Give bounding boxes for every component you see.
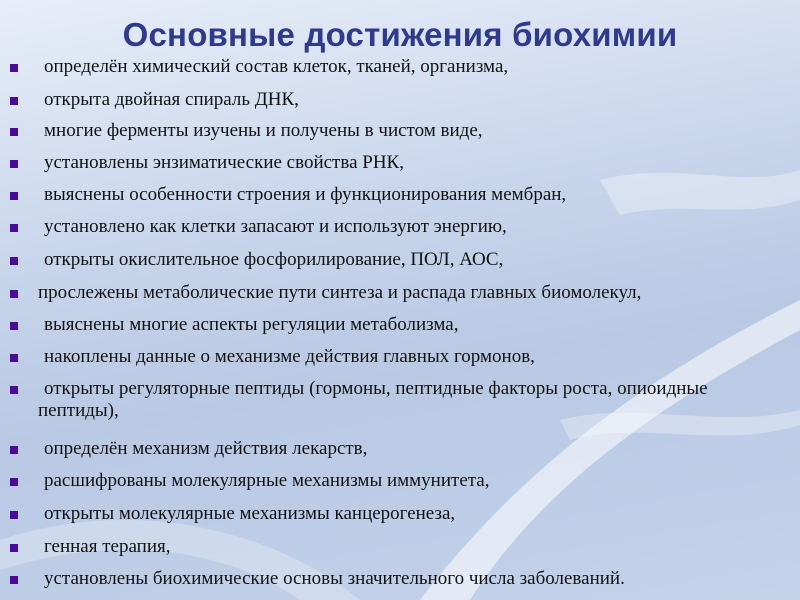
list-item-text: установлено как клетки запасают и используют энергию,	[44, 216, 507, 237]
bullet-icon	[10, 478, 18, 486]
bullet-icon	[10, 511, 18, 519]
list-item-text: определён механизм действия лекарств,	[44, 438, 368, 459]
list-item-text: многие ферменты изучены и получены в чистом виде,	[44, 120, 483, 141]
bullet-icon	[10, 97, 18, 105]
bullet-icon	[10, 446, 18, 454]
slide-title: Основные достижения биохимии	[122, 16, 678, 53]
bullet-icon	[10, 290, 18, 298]
list-item-text: выяснены многие аспекты регуляции метаболизма,	[44, 314, 459, 335]
bullet-icon	[10, 322, 18, 330]
bullet-icon	[10, 257, 18, 265]
list-item-text: установлены биохимические основы значительного числа заболеваний.	[44, 568, 625, 589]
list-item-text: установлены энзиматические свойства РНК,	[44, 152, 404, 173]
bullet-icon	[10, 576, 18, 584]
list-item-text: генная терапия,	[44, 536, 171, 557]
bullet-icon	[10, 128, 18, 136]
list-item-text: накоплены данные о механизме действия главных гормонов,	[44, 346, 535, 367]
bullet-icon	[10, 386, 18, 394]
bullet-icon	[10, 64, 18, 72]
list-item-text: прослежены метаболические пути синтеза и распада главных биомолекул,	[38, 282, 642, 303]
list-item-text: открыты молекулярные механизмы канцерогенеза,	[44, 503, 456, 524]
bullet-icon	[10, 544, 18, 552]
bullet-icon	[10, 192, 18, 200]
bullet-icon	[10, 354, 18, 362]
list-item-text: открыты регуляторные пептиды (гормоны, пептидные факторы роста, опиоидные пептиды),	[38, 378, 708, 421]
list-item-text: открыта двойная спираль ДНК,	[44, 89, 299, 110]
bullet-icon	[10, 160, 18, 168]
list-item-text: открыты окислительное фосфорилирование, ПОЛ, АОС,	[44, 249, 504, 270]
list-item-text: расшифрованы молекулярные механизмы иммунитета,	[44, 470, 490, 491]
bullet-icon	[10, 224, 18, 232]
list-item-text: выяснены особенности строения и функционирования мембран,	[44, 184, 567, 205]
list-item-text: определён химический состав клеток, тканей, организма,	[44, 56, 509, 77]
